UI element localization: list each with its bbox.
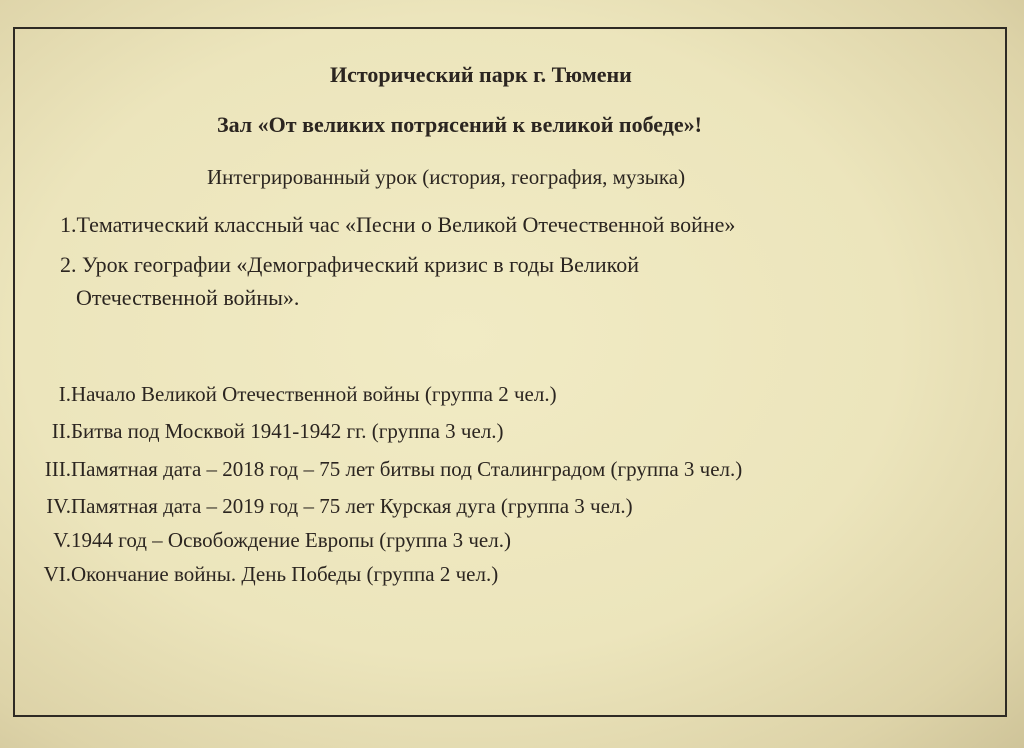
document-title: Исторический парк г. Тюмени: [330, 62, 632, 87]
lesson-item-number: 2.: [60, 252, 77, 277]
section-text: Битва под Москвой 1941-1942 гг. (группа 3 чел.): [71, 419, 504, 443]
section-number: I.: [58, 382, 71, 406]
lesson-item-number: 1.: [60, 212, 77, 237]
hall-title: Зал «От великих потрясений к великой победе»!: [217, 112, 702, 137]
lesson-item-2-continuation: Отечественной войны».: [76, 285, 300, 310]
lesson-subtitle: Интегрированный урок (история, география, музыка): [207, 165, 686, 189]
section-item-2: [14, 419, 504, 444]
section-number: III.: [44, 457, 71, 481]
section-item-1: [14, 382, 557, 407]
lesson-item-text: Тематический классный час «Песни о Великой Отечественной войне»: [76, 212, 736, 237]
section-text: Памятная дата – 2019 год – 75 лет Курская дуга (группа 3 чел.): [71, 494, 633, 518]
section-item-5: [14, 528, 511, 553]
section-number: V.: [53, 528, 71, 552]
section-item-6: [14, 562, 498, 587]
section-text: Окончание войны. День Победы (группа 2 чел.): [71, 562, 499, 586]
section-text: Памятная дата – 2018 год – 75 лет битвы под Сталинградом (группа 3 чел.): [71, 457, 743, 481]
section-text: Начало Великой Отечественной войны (группа 2 чел.): [71, 382, 557, 406]
section-item-3: [14, 457, 742, 482]
lesson-item-2: [60, 252, 639, 278]
section-item-4: [14, 494, 633, 519]
section-number: II.: [51, 419, 71, 443]
section-text: 1944 год – Освобождение Европы (группа 3 чел.): [71, 528, 511, 552]
section-number: VI.: [43, 562, 71, 586]
lesson-item-text: Урок географии «Демографический кризис в годы Великой: [76, 252, 640, 277]
lesson-item-1: [60, 212, 735, 238]
section-number: IV.: [46, 494, 71, 518]
